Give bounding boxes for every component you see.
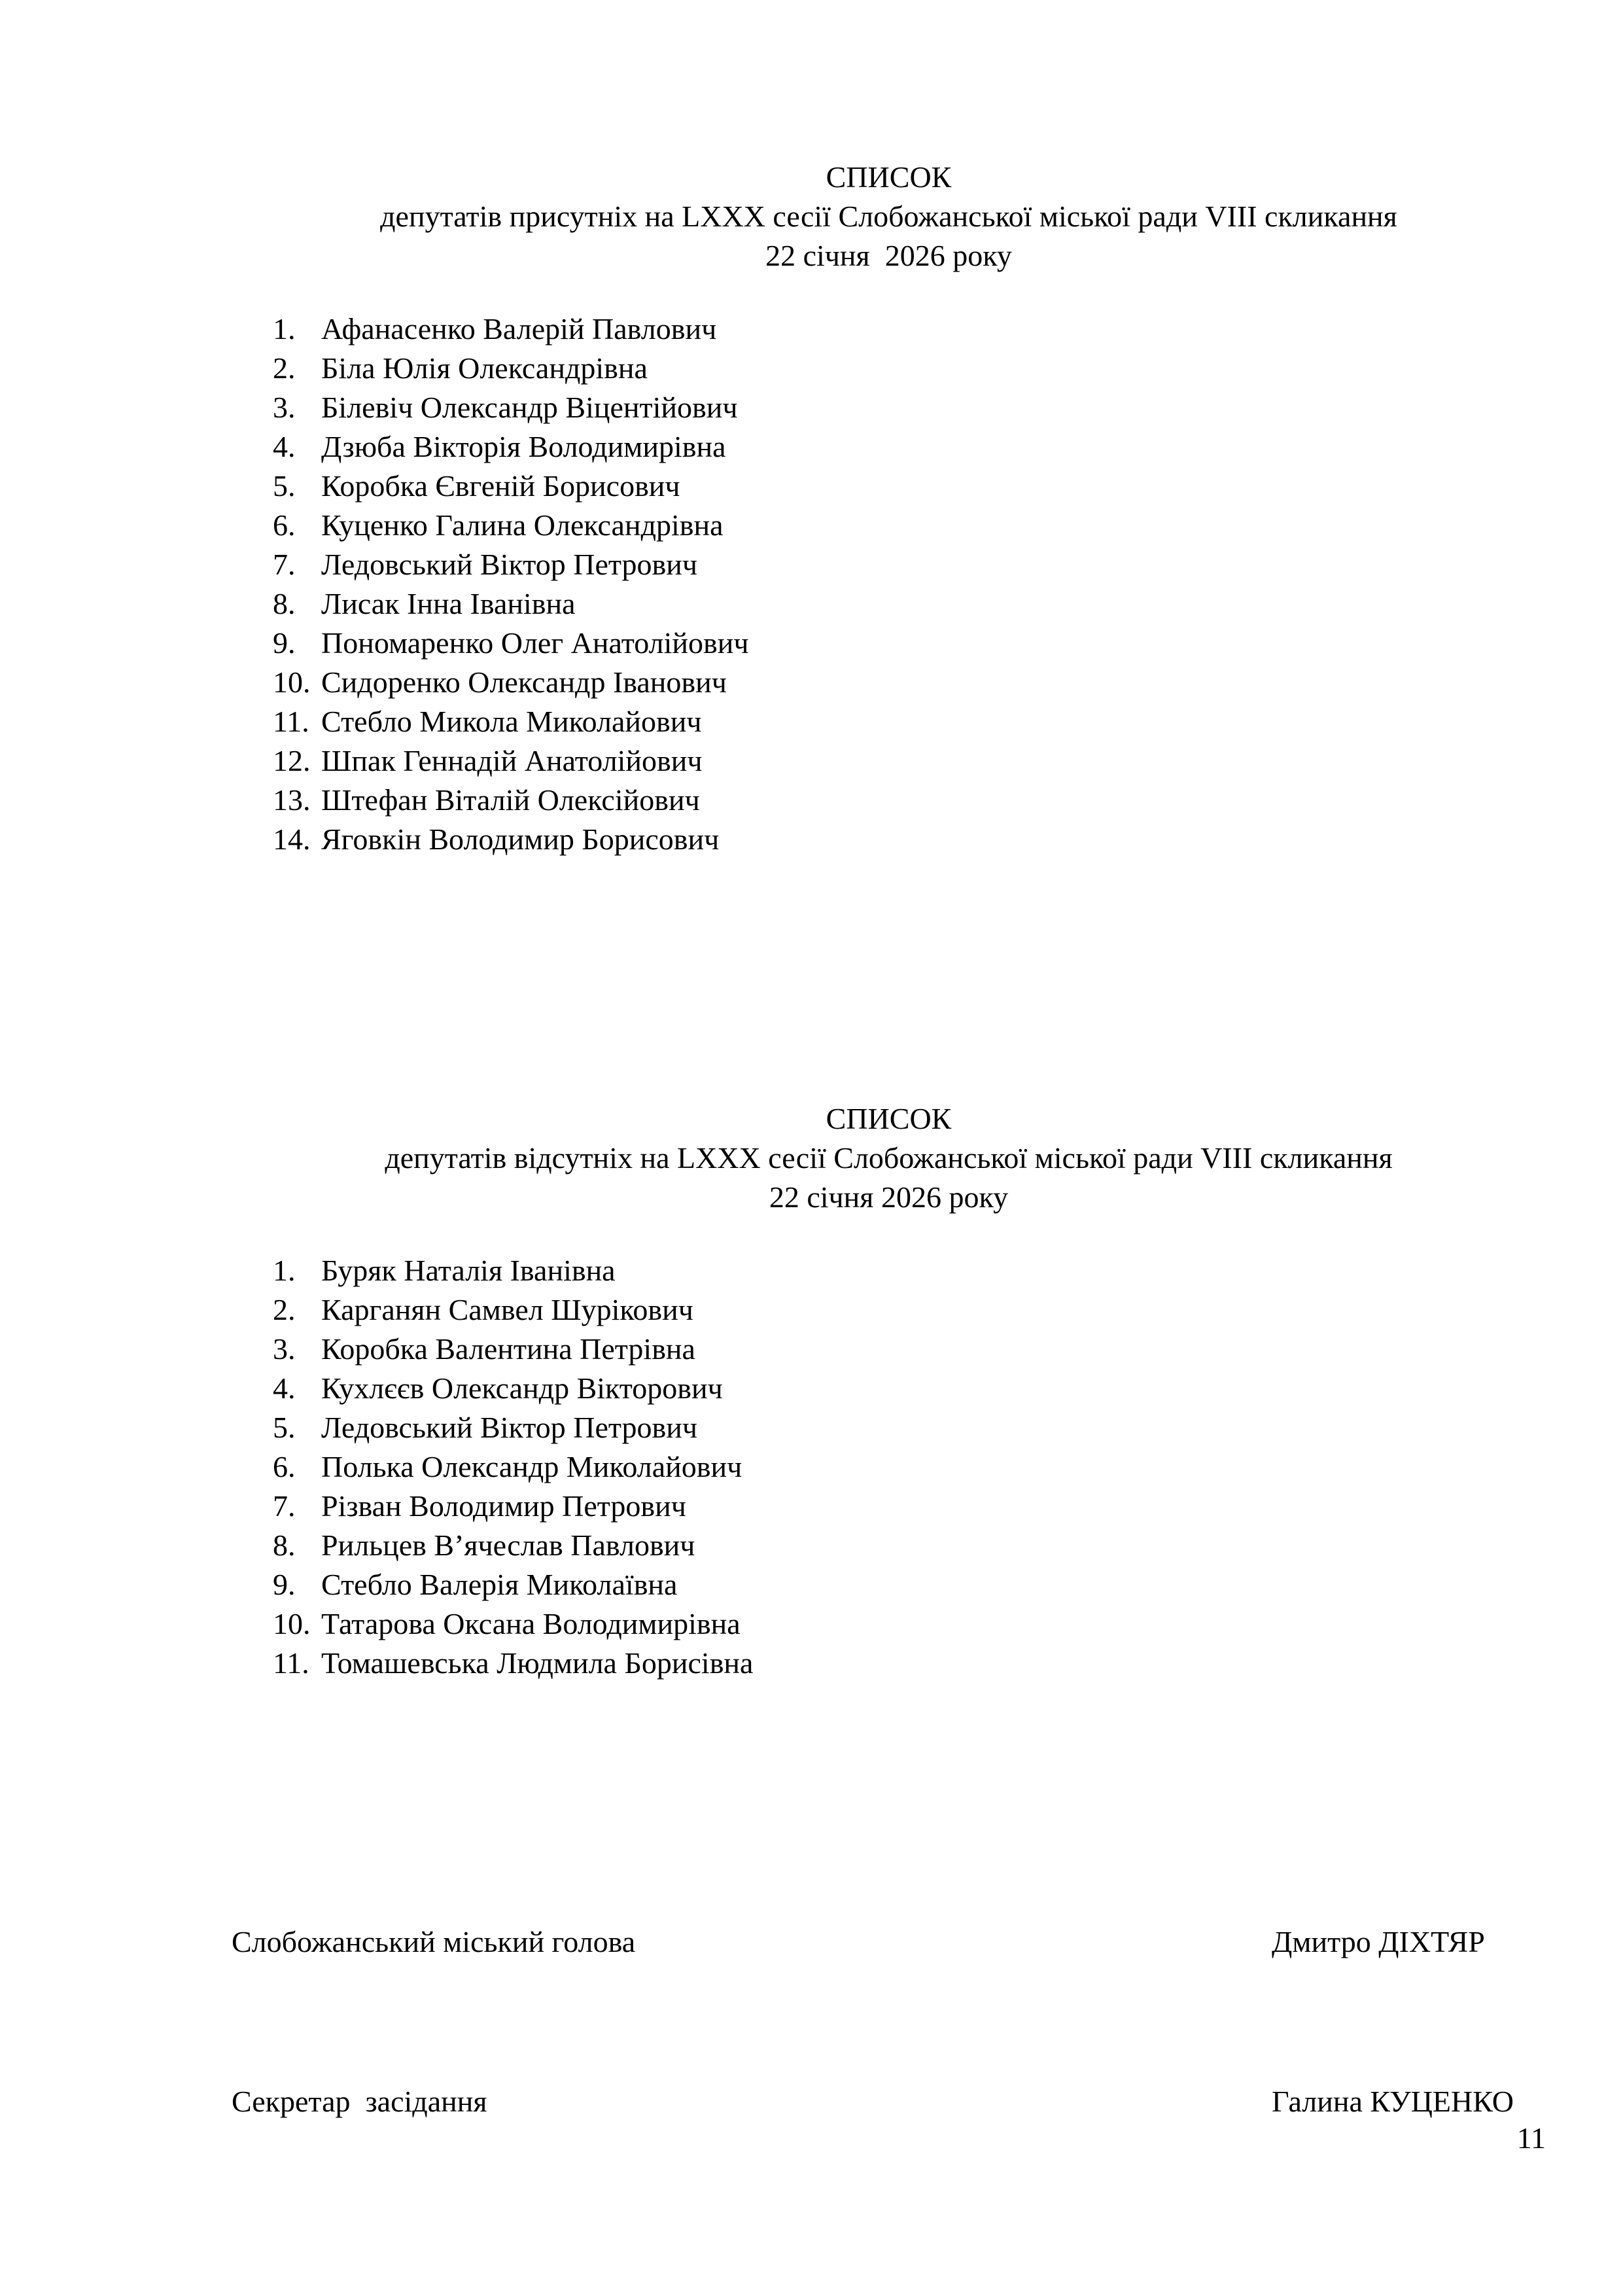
deputy-number: 5. <box>273 469 296 503</box>
deputy-name: Ледовський Віктор Петрович <box>321 1411 697 1444</box>
deputy-list-item <box>273 1369 1546 1408</box>
deputy-number: 11. <box>273 1646 309 1680</box>
deputy-name: Штефан Віталій Олексійович <box>321 783 700 817</box>
deputy-number: 3. <box>273 391 296 424</box>
deputy-number: 5. <box>273 1411 296 1444</box>
deputy-number: 4. <box>273 1371 296 1405</box>
deputy-name: Сидоренко Олександр Іванович <box>321 665 727 699</box>
deputy-name: Різван Володимир Петрович <box>321 1489 686 1523</box>
deputy-number: 12. <box>273 744 311 777</box>
deputy-list-item <box>273 1447 1546 1487</box>
deputy-list-item <box>273 1290 1546 1330</box>
deputy-number: 14. <box>273 822 311 856</box>
absent-deputies-list <box>273 1251 1546 1683</box>
deputy-number: 2. <box>273 351 296 385</box>
deputy-list-item <box>273 741 1546 781</box>
deputy-name: Коробка Валентина Петрівна <box>321 1332 695 1366</box>
deputy-list-item <box>273 1487 1546 1526</box>
deputy-name: Ледовський Віктор Петрович <box>321 548 697 581</box>
present-deputies-list <box>273 309 1546 859</box>
deputy-list-item <box>273 1408 1546 1447</box>
deputy-name: Томашевська Людмила Борисівна <box>321 1646 754 1680</box>
deputy-number: 13. <box>273 783 311 817</box>
deputy-list-item <box>273 702 1546 741</box>
deputy-name: Куценко Галина Олександрівна <box>321 508 724 542</box>
mayor-name: Дмитро ДІХТЯР <box>1272 1925 1485 1958</box>
deputy-number: 9. <box>273 1568 296 1601</box>
deputy-number: 10. <box>273 1607 311 1640</box>
deputy-list-item <box>273 1565 1546 1604</box>
deputy-name: Шпак Геннадій Анатолійович <box>321 744 703 777</box>
deputy-number: 1. <box>273 312 296 345</box>
present-section-subtitle: депутатів присутніх на LXXX сесії Слобожанської міської ради VIII скликання <box>380 200 1397 233</box>
deputy-number: 8. <box>273 1528 296 1562</box>
deputy-list-item <box>273 427 1546 467</box>
deputy-name: Коробка Євгеній Борисович <box>321 469 680 503</box>
deputy-name: Білевіч Олександр Віцентійович <box>321 391 738 424</box>
deputy-name: Стебло Валерія Миколаївна <box>321 1568 678 1601</box>
deputy-number: 4. <box>273 430 296 463</box>
deputy-name: Біла Юлія Олександрівна <box>321 351 648 385</box>
signature-row-mayor <box>232 1922 1546 1962</box>
secretary-role-label: Секретар засідання <box>232 2085 487 2118</box>
deputy-list-item <box>273 820 1546 859</box>
deputy-name: Рильцев В’ячеслав Павлович <box>321 1528 695 1562</box>
deputy-list-item <box>273 781 1546 820</box>
deputy-list-item <box>273 1604 1546 1644</box>
deputy-number: 2. <box>273 1293 296 1326</box>
deputy-list-item <box>273 1526 1546 1565</box>
absent-section-date: 22 січня 2026 року <box>769 1180 1009 1214</box>
deputy-number: 7. <box>273 548 296 581</box>
deputy-list-item <box>273 663 1546 702</box>
deputy-name: Кухлєєв Олександр Вікторович <box>321 1371 723 1405</box>
present-section-date: 22 січня 2026 року <box>765 239 1012 272</box>
deputy-list-item <box>273 545 1546 584</box>
deputy-list-item <box>273 309 1546 349</box>
absent-title-block <box>232 1099 1546 1217</box>
deputy-name: Татарова Оксана Володимирівна <box>321 1607 741 1640</box>
deputy-number: 9. <box>273 626 296 660</box>
deputy-list-item <box>273 506 1546 545</box>
present-title-block <box>232 158 1546 275</box>
deputy-list-item <box>273 467 1546 506</box>
deputy-name: Полька Олександр Миколайович <box>321 1450 742 1483</box>
deputy-number: 11. <box>273 705 309 738</box>
deputy-name: Стебло Микола Миколайович <box>321 705 702 738</box>
present-section-title: СПИСОК <box>826 160 952 194</box>
deputy-name: Лисак Інна Іванівна <box>321 587 576 620</box>
deputy-number: 8. <box>273 587 296 620</box>
page-number: 11 <box>1516 2121 1546 2155</box>
deputy-list-item <box>273 624 1546 663</box>
signature-row-secretary <box>232 2082 1546 2121</box>
deputy-name: Буряк Наталія Іванівна <box>321 1254 616 1287</box>
deputy-number: 6. <box>273 1450 296 1483</box>
deputy-list-item <box>273 1330 1546 1369</box>
deputy-name: Пономаренко Олег Анатолійович <box>321 626 749 660</box>
deputy-name: Яговкін Володимир Борисович <box>321 822 720 856</box>
deputy-list-item <box>273 584 1546 624</box>
deputy-list-item <box>273 1644 1546 1683</box>
mayor-role-label: Слобожанський міський голова <box>232 1925 636 1958</box>
deputy-number: 1. <box>273 1254 296 1287</box>
deputy-list-item <box>273 349 1546 388</box>
deputy-name: Карганян Самвел Шурікович <box>321 1293 693 1326</box>
secretary-name: Галина КУЦЕНКО <box>1272 2085 1514 2118</box>
deputy-number: 7. <box>273 1489 296 1523</box>
absent-section-subtitle: депутатів відсутніх на LXXX сесії Слобожанської міської ради VIII скликання <box>385 1141 1393 1174</box>
deputy-list-item <box>273 1251 1546 1290</box>
deputy-number: 3. <box>273 1332 296 1366</box>
deputy-number: 10. <box>273 665 311 699</box>
deputy-name: Афанасенко Валерій Павлович <box>321 312 717 345</box>
deputy-list-item <box>273 388 1546 427</box>
deputy-number: 6. <box>273 508 296 542</box>
deputy-name: Дзюба Вікторія Володимирівна <box>321 430 726 463</box>
absent-section-title: СПИСОК <box>826 1102 952 1135</box>
